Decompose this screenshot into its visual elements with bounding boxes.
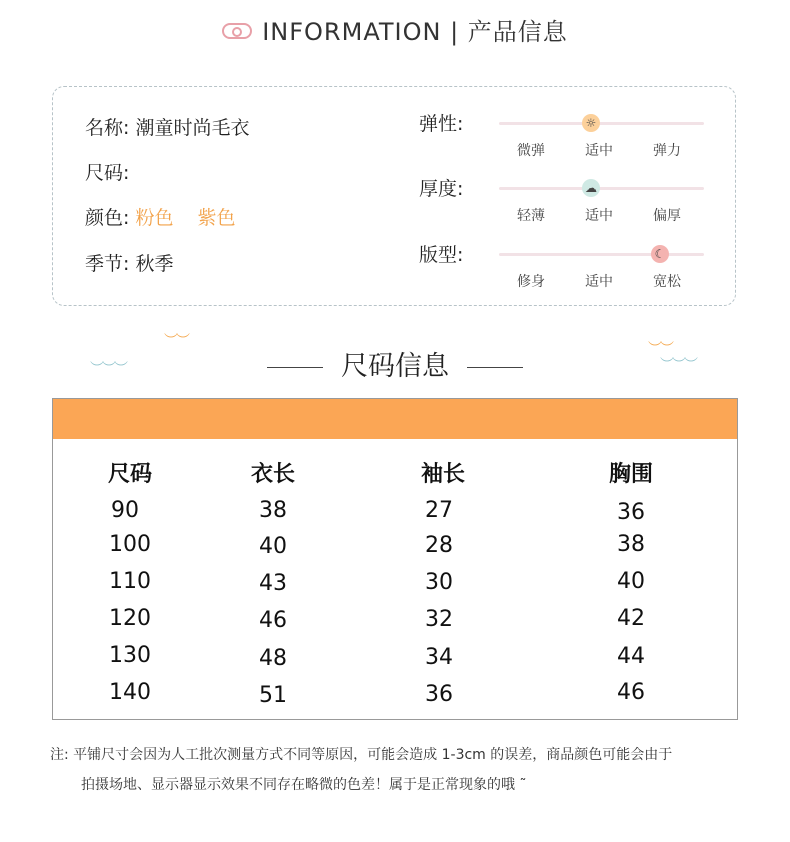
wave-decoration-icon: ︶︶: [164, 333, 188, 349]
table-cell: 110: [109, 569, 151, 594]
size-section-title: [0, 344, 790, 383]
wave-decoration-icon: ︶︶︶: [90, 361, 126, 377]
measurement-note: [50, 740, 750, 800]
note-line-2: 拍摄场地、显示器显示效果不同存在略微的色差！属于是正常现象的哦 ˜: [81, 777, 527, 793]
table-cell: 42: [617, 606, 645, 631]
table-header-band: [53, 399, 737, 439]
column-header: 尺码: [107, 462, 152, 487]
moon-icon: ☾: [651, 245, 669, 263]
tag-icon: [222, 23, 252, 39]
season-row: [85, 249, 173, 276]
table-cell: 120: [109, 606, 151, 631]
season-value: 秋季: [135, 253, 174, 275]
title-rule-right: [467, 367, 523, 369]
fit-track: [499, 253, 704, 256]
fit-label: 版型:: [419, 244, 464, 266]
elasticity-track: [499, 122, 704, 125]
size-row: [85, 158, 129, 185]
table-cell: 36: [617, 500, 645, 525]
product-info-panel: [52, 86, 736, 306]
table-cell: 51: [259, 683, 287, 708]
size-table: [52, 398, 738, 720]
table-cell: 90: [111, 498, 139, 523]
page-header: [0, 12, 790, 48]
elasticity-tick-mid: 适中: [585, 143, 613, 159]
table-cell: 40: [259, 534, 287, 559]
thickness-label: 厚度:: [419, 178, 464, 200]
table-cell: 38: [617, 532, 645, 557]
name-value: 潮童时尚毛衣: [135, 117, 250, 139]
table-cell: 36: [425, 682, 453, 707]
column-header: 衣长: [250, 462, 295, 487]
header-title: INFORMATION | 产品信息: [262, 18, 568, 46]
thickness-track: [499, 187, 704, 190]
table-cell: 27: [425, 498, 453, 523]
elasticity-scale: [419, 109, 709, 159]
table-cell: 46: [259, 608, 287, 633]
elasticity-tick-high: 弹力: [653, 143, 681, 159]
fit-scale: [419, 240, 709, 290]
table-cell: 32: [425, 607, 453, 632]
fit-tick-mid: 适中: [585, 274, 613, 290]
table-cell: 30: [425, 570, 453, 595]
season-label: 季节:: [85, 253, 130, 275]
table-cell: 40: [617, 569, 645, 594]
fit-tick-high: 宽松: [653, 274, 681, 290]
elasticity-label: 弹性:: [419, 113, 464, 135]
color-option-pink: 粉色: [135, 207, 174, 229]
thickness-tick-high: 偏厚: [653, 208, 681, 224]
name-label: 名称:: [85, 117, 130, 139]
table-cell: 28: [425, 533, 453, 558]
color-row: [85, 203, 254, 230]
fit-tick-low: 修身: [517, 274, 545, 290]
table-cell: 43: [259, 571, 287, 596]
thickness-scale: [419, 174, 709, 224]
table-cell: 34: [425, 645, 453, 670]
column-header: 胸围: [608, 462, 653, 487]
table-cell: 46: [617, 680, 645, 705]
wave-decoration-icon: ︶︶︶: [660, 357, 696, 373]
table-cell: 48: [259, 646, 287, 671]
table-cell: 100: [109, 532, 151, 557]
title-rule-left: [267, 367, 323, 369]
color-label: 颜色:: [85, 207, 130, 229]
cloud-icon: ☁: [582, 179, 600, 197]
note-line-1: 注: 平铺尺寸会因为人工批次测量方式不同等原因，可能会造成 1-3cm 的误差，商品颜色可能会由于: [50, 747, 673, 763]
thickness-tick-mid: 适中: [585, 208, 613, 224]
table-cell: 44: [617, 644, 645, 669]
name-row: [85, 113, 249, 140]
table-cell: 38: [259, 498, 287, 523]
table-cell: 130: [109, 643, 151, 668]
thickness-tick-low: 轻薄: [517, 208, 545, 224]
size-label: 尺码:: [85, 162, 130, 184]
sun-icon: ☼: [582, 114, 600, 132]
size-section-label: 尺码信息: [341, 351, 449, 382]
color-option-purple: 紫色: [197, 207, 236, 229]
wave-decoration-icon: ︶︶: [648, 341, 672, 357]
elasticity-tick-low: 微弹: [517, 143, 545, 159]
column-header: 袖长: [420, 462, 465, 487]
table-cell: 140: [109, 680, 151, 705]
